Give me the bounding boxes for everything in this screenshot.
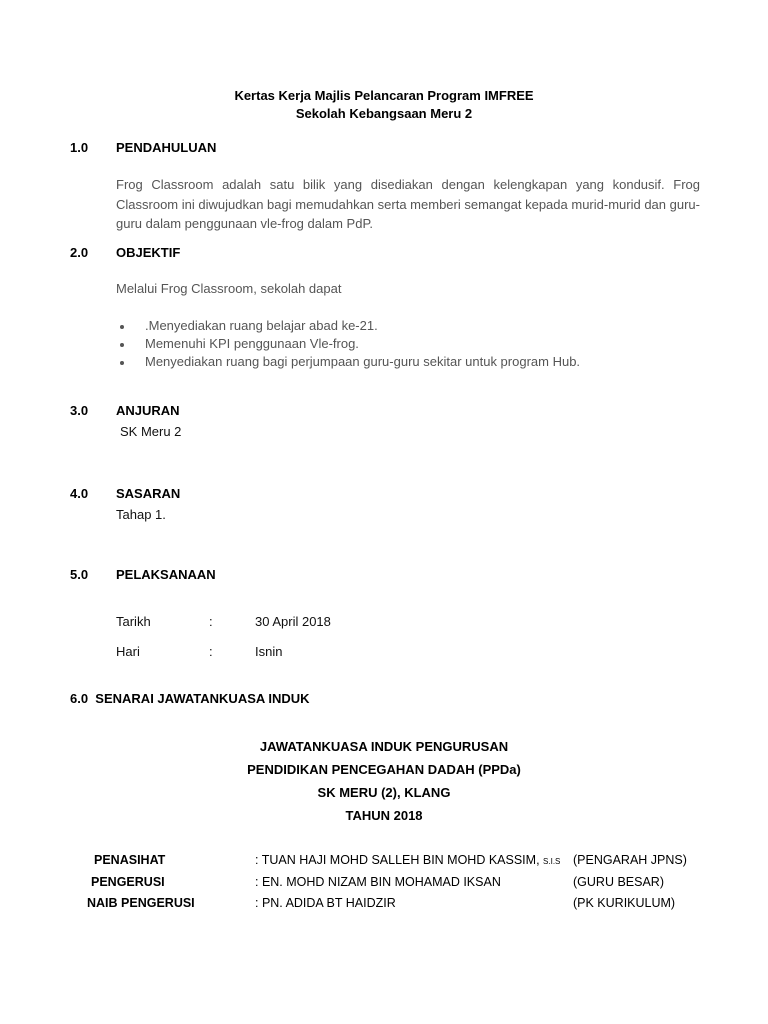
section-5-number: 5.0 — [70, 567, 89, 582]
objective-item: .Menyediakan ruang belajar abad ke-21. — [145, 318, 378, 333]
committee-year: TAHUN 2018 — [345, 808, 423, 823]
role-label-naib-pengerusi: NAIB PENGERUSI — [87, 896, 195, 910]
committee-title-1: JAWATANKUASA INDUK PENGURUSAN — [259, 739, 509, 754]
bullet-icon — [120, 325, 124, 329]
bullet-icon — [120, 361, 124, 365]
document-subtitle: Sekolah Kebangsaan Meru 2 — [295, 106, 473, 121]
role-post-pengerusi: (GURU BESAR) — [573, 875, 664, 889]
objective-item: Memenuhi KPI penggunaan Vle-frog. — [145, 336, 359, 351]
date-label: Tarikh — [116, 614, 151, 629]
section-4-heading: SASARAN — [116, 486, 181, 501]
committee-title-2: PENDIDIKAN PENCEGAHAN DADAH (PPDa) — [247, 762, 521, 777]
date-separator: : — [209, 614, 213, 629]
role-name-pengerusi: : EN. MOHD NIZAM BIN MOHAMAD IKSAN — [255, 875, 501, 889]
role-post-penasihat: (PENGARAH JPNS) — [573, 853, 687, 867]
section-2-number: 2.0 — [70, 245, 89, 260]
role-suffix: S.I.S — [543, 857, 561, 866]
section-3-body: SK Meru 2 — [120, 424, 182, 439]
section-3-number: 3.0 — [70, 403, 89, 418]
day-value: Isnin — [255, 644, 283, 659]
day-label: Hari — [116, 644, 140, 659]
role-name-naib-pengerusi: : PN. ADIDA BT HAIDZIR — [255, 896, 396, 910]
section-1-body: Frog Classroom adalah satu bilik yang disediakan dengan kelengkapan yang kondusif. Frog Classroom ini diwujudkan bagi memudahkan serta memberi semangat kepada murid-murid dan guru-guru dalam penggunaan vle-frog dalam PdP. — [116, 177, 700, 231]
day-separator: : — [209, 644, 213, 659]
objective-item: Menyediakan ruang bagi perjumpaan guru-guru sekitar untuk program Hub. — [145, 354, 581, 369]
section-1-heading: PENDAHULUAN — [116, 140, 217, 155]
section-1-number: 1.0 — [70, 140, 89, 155]
document-title: Kertas Kerja Majlis Pelancaran Program IMFREE — [234, 88, 534, 103]
role-name: : TUAN HAJI MOHD SALLEH BIN MOHD KASSIM, — [255, 853, 540, 867]
role-label-penasihat: PENASIHAT — [94, 853, 166, 867]
section-4-number: 4.0 — [70, 486, 89, 501]
role-post-naib-pengerusi: (PK KURIKULUM) — [573, 896, 676, 910]
section-5-heading: PELAKSANAAN — [116, 567, 216, 582]
section-2-intro: Melalui Frog Classroom, sekolah dapat — [116, 281, 342, 296]
bullet-icon — [120, 343, 124, 347]
section-3-heading: ANJURAN — [116, 403, 180, 418]
role-name-penasihat — [255, 853, 560, 867]
date-value: 30 April 2018 — [255, 614, 331, 629]
committee-school: SK MERU (2), KLANG — [317, 785, 451, 800]
role-label-pengerusi: PENGERUSI — [91, 875, 165, 889]
section-4-body: Tahap 1. — [116, 507, 166, 522]
section-2-heading: OBJEKTIF — [116, 245, 181, 260]
section-6-heading: 6.0 SENARAI JAWATANKUASA INDUK — [70, 691, 310, 706]
